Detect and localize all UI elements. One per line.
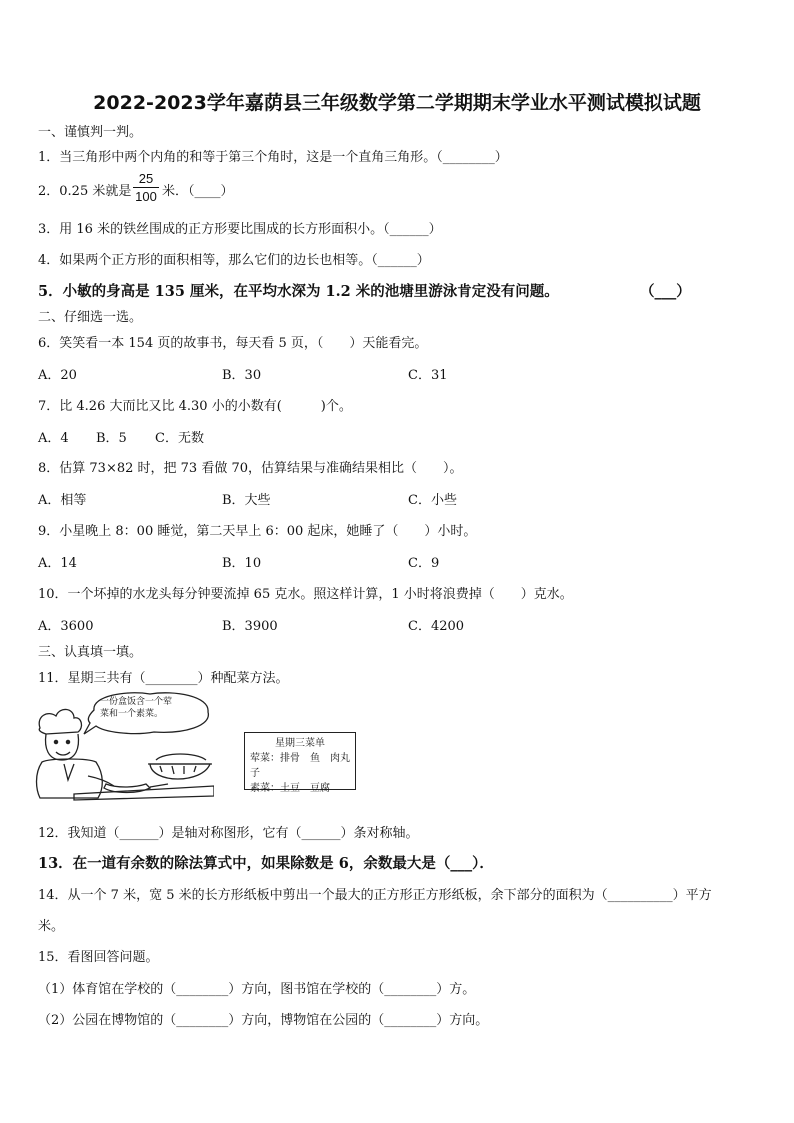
question-7: 7．比 4.26 大而比又比 4.30 小的小数有( )个。 xyxy=(38,399,352,414)
page-title: 2022-2023学年嘉荫县三年级数学第二学期期末学业水平测试模拟试题 xyxy=(93,92,701,114)
question-12: 12．我知道（______）是轴对称图形，它有（______）条对称轴。 xyxy=(38,826,419,841)
option-c: C．4200 xyxy=(408,619,465,634)
speech-bubble-text xyxy=(100,696,172,720)
section-heading-choose: 二、仔细选一选。 xyxy=(38,310,143,325)
option-c: C．无数 xyxy=(155,431,204,446)
option-a: A．20 xyxy=(38,368,77,383)
question-6: 6．笑笑看一本 154 页的故事书，每天看 5 页，（ ）天能看完。 xyxy=(38,336,428,351)
speech-bubble-line: 菜和一个素菜。 xyxy=(100,709,164,719)
option-b: B．5 xyxy=(96,431,127,446)
question-9: 9．小星晚上 8：00 睡觉，第二天早上 6：00 起床，她睡了（ ）小时。 xyxy=(38,524,477,539)
question-15-part-2: （2）公园在博物馆的（________）方向，博物馆在公园的（________）方向。 xyxy=(38,1013,489,1028)
question-5: 5．小敏的身高是 135 厘米，在平均水深为 1.2 米的池塘里游泳肯定没有问题。 xyxy=(38,283,559,300)
menu-meat-dishes: 荤菜：排骨 鱼 肉丸子 xyxy=(250,753,350,779)
menu-card xyxy=(244,732,356,794)
question-10: 10．一个坏掉的水龙头每分钟要流掉 65 克水。照这样计算，1 小时将浪费掉（ ）克水。 xyxy=(38,587,573,602)
option-c: C．9 xyxy=(408,556,440,571)
option-a: A．3600 xyxy=(38,619,94,634)
question-14-line2: 米。 xyxy=(38,919,65,934)
question-14-line1: 14．从一个 7 米，宽 5 米的长方形纸板中剪出一个最大的正方形正方形纸板，余下部分的面积为（__________）平方 xyxy=(38,888,712,903)
fraction-denominator: 100 xyxy=(135,189,157,204)
option-a: A．相等 xyxy=(38,493,87,508)
question-8: 8．估算 73×82 时，把 73 看做 70，估算结果与准确结果相比（ ）。 xyxy=(38,461,463,476)
question-2-suffix: 米．（____） xyxy=(162,184,234,199)
option-b: B．30 xyxy=(222,368,262,383)
question-5-blank: （___） xyxy=(640,283,691,300)
fraction xyxy=(132,170,160,205)
option-c: C．31 xyxy=(408,368,448,383)
option-a: A．14 xyxy=(38,556,77,571)
question-1: 1．当三角形中两个内角的和等于第三个角时，这是一个直角三角形。（________） xyxy=(38,150,508,165)
question-15-part-1: （1）体育馆在学校的（________）方向，图书馆在学校的（________）方。 xyxy=(38,982,476,997)
option-b: B．10 xyxy=(222,556,262,571)
option-b: B．3900 xyxy=(222,619,278,634)
fraction-numerator: 25 xyxy=(138,171,154,186)
question-2-prefix: 2．0.25 米就是 xyxy=(38,184,132,199)
speech-bubble-line: 一份盒饭含一个荤 xyxy=(100,697,173,707)
option-a: A．4 xyxy=(38,431,69,446)
question-11: 11．星期三共有（________）种配菜方法。 xyxy=(38,671,289,686)
section-heading-fill: 三、认真填一填。 xyxy=(38,645,143,660)
question-4: 4．如果两个正方形的面积相等，那么它们的边长也相等。（______） xyxy=(38,253,430,268)
section-heading-judge: 一、谨慎判一判。 xyxy=(38,125,143,140)
menu-title: 星期三菜单 xyxy=(275,738,325,749)
option-c: C．小些 xyxy=(408,493,457,508)
question-3: 3．用 16 米的铁丝围成的正方形要比围成的长方形面积小。（______） xyxy=(38,222,442,237)
question-13: 13．在一道有余数的除法算式中，如果除数是 6，余数最大是（___）． xyxy=(38,855,494,872)
option-b: B．大些 xyxy=(222,493,271,508)
menu-vegetable-dishes: 素菜：土豆 豆腐 xyxy=(250,783,330,794)
question-15: 15．看图回答问题。 xyxy=(38,950,159,965)
